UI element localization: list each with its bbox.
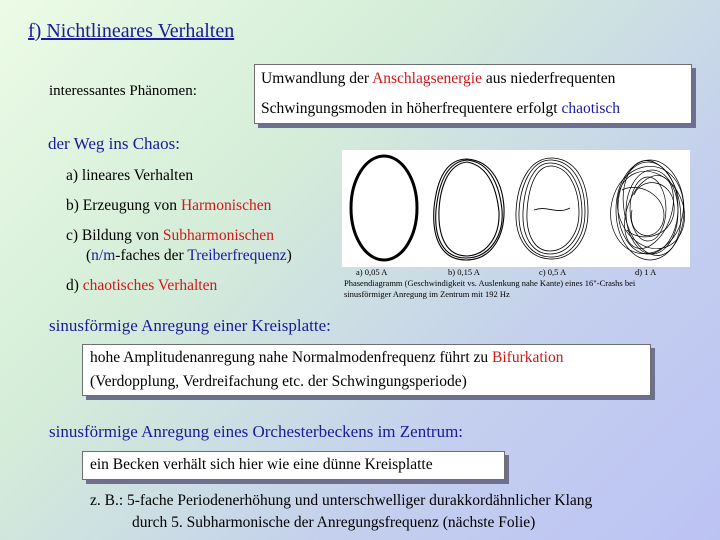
step-text: d) (66, 277, 83, 294)
phenomenon-text: Schwingungsmoden in höherfrequentere erfolgt (261, 100, 562, 117)
plate-line-1 (90, 346, 563, 370)
highlight-driving-frequency: Treiberfrequenz (187, 247, 287, 264)
figure-caption-line: sinusförmiger Anregung im Zentrum mit 192 Hz (344, 289, 510, 299)
highlight-energy: Anschlagsenergie (372, 70, 482, 87)
phase-diagram-image (342, 150, 690, 267)
highlight-bifurcation: Bifurkation (492, 349, 564, 366)
phase-orbit-a (351, 156, 417, 260)
step-a: a) lineares Verhalten (66, 167, 194, 184)
plate-text: hohe Amplitudenanregung nahe Normalmodenfrequenz führt zu (90, 349, 493, 366)
phenomenon-label: interessantes Phänomen: (49, 83, 197, 99)
plate-box (82, 344, 651, 396)
highlight-subharmonics: Subharmonischen (162, 227, 274, 244)
step-c (66, 227, 274, 245)
step-text: -faches der (115, 247, 188, 264)
figure-label-a: a) 0,05 A (356, 267, 388, 277)
figure-label-b: b) 0,15 A (448, 267, 480, 277)
example-note-line-1: z. B.: 5-fache Periodenerhöhung und unterschwelliger durakkordähnlicher Klang (90, 492, 593, 509)
phase-diagram-figure (342, 150, 690, 267)
figure-caption-line: Phasendiagramm (Geschwindigkeit vs. Auslenkung nahe Kante) eines 16"-Crashs bei (344, 278, 636, 288)
phase-orbit-c (516, 158, 588, 259)
figure-label-c: c) 0,5 A (539, 267, 567, 277)
plate-line-2: (Verdopplung, Verdreifachung etc. der Schwingungsperiode) (90, 373, 467, 390)
phenomenon-text: Umwandlung der (261, 70, 373, 87)
phase-orbit-b (434, 159, 504, 260)
phenomenon-line-2 (261, 97, 620, 121)
plate-heading: sinusförmige Anregung einer Kreisplatte: (49, 316, 331, 335)
step-d (66, 277, 217, 295)
orchestra-box-text: ein Becken verhält sich hier wie eine dünne Kreisplatte (90, 456, 433, 473)
orchestra-box (82, 451, 505, 480)
step-b (66, 197, 271, 215)
highlight-n-m: n/m (91, 247, 116, 264)
highlight-chaotic-behaviour: chaotisches Verhalten (82, 277, 218, 294)
chaos-heading: der Weg ins Chaos: (48, 134, 180, 153)
step-text: ) (286, 247, 292, 264)
figure-label-d: d) 1 A (635, 267, 657, 277)
step-text: b) Erzeugung von (66, 197, 181, 214)
step-text: c) Bildung von (66, 227, 163, 244)
orchestra-heading: sinusförmige Anregung eines Orchesterbeckens im Zentrum: (49, 422, 464, 441)
page-title: f) Nichtlineares Verhalten (28, 20, 235, 42)
highlight-chaotic: chaotisch (561, 100, 620, 117)
phenomenon-box (254, 64, 692, 124)
highlight-harmonics: Harmonischen (180, 197, 272, 214)
example-note-line-2: durch 5. Subharmonische der Anregungsfrequenz (nächste Folie) (132, 514, 536, 531)
step-c-detail (86, 247, 292, 265)
phenomenon-line-1 (261, 67, 615, 91)
example-note (90, 490, 592, 534)
phenomenon-text: aus niederfrequenten (481, 70, 616, 87)
phase-orbit-d (603, 156, 690, 261)
step-text: ( (86, 247, 92, 264)
figure-caption (344, 278, 694, 300)
